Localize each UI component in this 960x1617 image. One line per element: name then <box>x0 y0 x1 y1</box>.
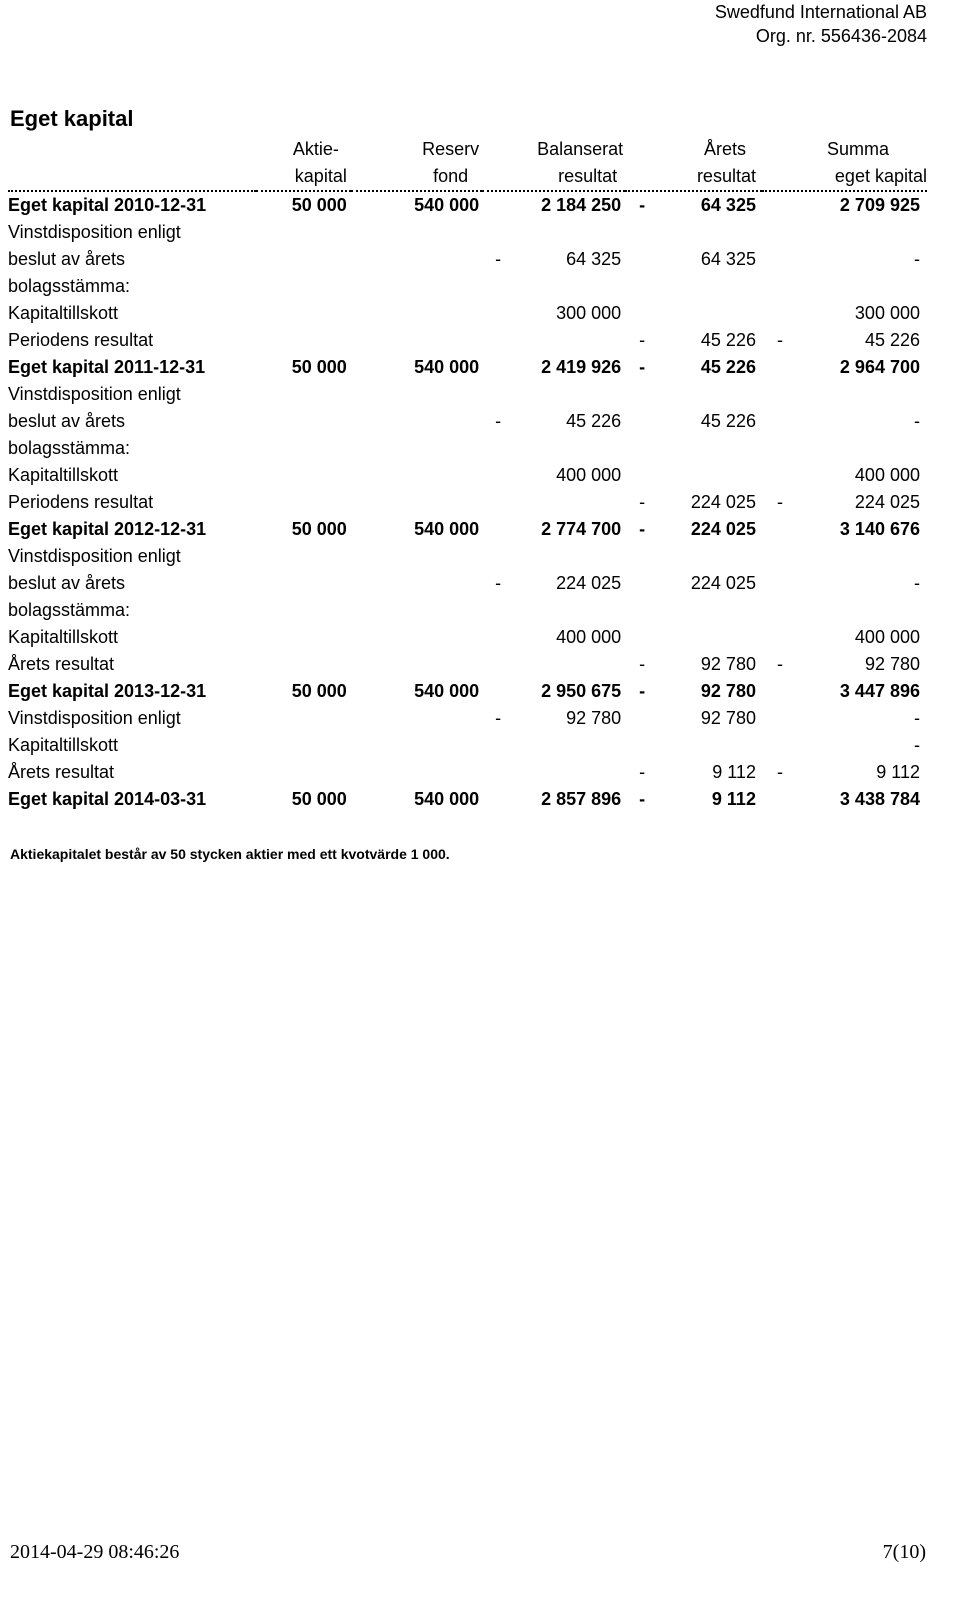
value-number: 45 226 <box>864 330 920 350</box>
row-value <box>351 246 482 273</box>
row-value <box>351 435 482 462</box>
table-row <box>8 219 927 246</box>
value-cell: 400 000 <box>854 465 920 485</box>
row-value <box>482 273 625 300</box>
table-row <box>8 408 927 435</box>
value-cell: 3 140 676 <box>839 519 920 539</box>
row-value <box>762 219 927 246</box>
value-cell: 3 438 784 <box>839 789 920 809</box>
col-header-line2: kapital <box>256 163 351 191</box>
value-cell <box>625 786 762 813</box>
header-spacer <box>8 136 256 163</box>
row-value <box>482 381 625 408</box>
value-cell: 540 000 <box>414 357 480 377</box>
value-number: 224 025 <box>556 573 622 593</box>
table-row <box>8 435 927 462</box>
value-cell: - <box>914 411 920 431</box>
row-value <box>482 219 625 246</box>
value-cell: - <box>914 708 920 728</box>
row-value <box>625 408 762 435</box>
header-spacer <box>8 163 256 191</box>
row-value <box>625 759 762 786</box>
value-number: 92 780 <box>700 681 756 701</box>
value-number: 224 025 <box>690 492 756 512</box>
value-cell: 400 000 <box>854 627 920 647</box>
minus-sign: - <box>495 411 502 431</box>
org-number: Org. nr. 556436-2084 <box>755 26 927 46</box>
row-value <box>625 678 762 705</box>
table-header <box>8 136 927 191</box>
row-value <box>482 786 625 813</box>
row-value <box>351 489 482 516</box>
row-value <box>256 516 351 543</box>
row-value <box>351 543 482 570</box>
row-value <box>482 570 625 597</box>
row-value <box>351 651 482 678</box>
value-cell: 224 025 <box>690 573 756 593</box>
row-label: beslut av årets <box>8 249 126 269</box>
col-header-line1: Reserv <box>422 139 480 159</box>
row-value <box>625 191 762 219</box>
table-row <box>8 543 927 570</box>
row-value <box>256 462 351 489</box>
row-value <box>625 273 762 300</box>
row-value <box>482 732 625 759</box>
value-number: 92 780 <box>864 654 920 674</box>
row-value <box>762 435 927 462</box>
value-cell: 64 325 <box>700 249 756 269</box>
value-cell: 2 419 926 <box>541 357 622 377</box>
value-number: 45 226 <box>700 357 756 377</box>
value-cell: 540 000 <box>414 195 480 215</box>
table-row <box>8 705 927 732</box>
row-value <box>482 678 625 705</box>
row-value <box>256 489 351 516</box>
value-number: 9 112 <box>876 762 920 782</box>
row-value <box>762 624 927 651</box>
row-value <box>625 786 762 813</box>
row-value <box>351 273 482 300</box>
col-header-line2: fond <box>351 163 482 191</box>
value-cell <box>625 489 762 516</box>
row-label: bolagsstämma: <box>8 600 131 620</box>
row-label: Vinstdisposition enligt <box>8 546 181 566</box>
row-value <box>351 219 482 246</box>
row-label: beslut av årets <box>8 411 126 431</box>
row-value <box>625 624 762 651</box>
minus-sign: - <box>639 762 646 782</box>
table-row <box>8 732 927 759</box>
minus-sign: - <box>639 681 646 701</box>
row-value <box>762 191 927 219</box>
row-value <box>351 408 482 435</box>
row-value <box>482 462 625 489</box>
minus-sign: - <box>495 249 502 269</box>
row-value <box>625 381 762 408</box>
row-value <box>625 354 762 381</box>
table-row <box>8 354 927 381</box>
value-cell: 50 000 <box>291 357 347 377</box>
table-row <box>8 191 927 219</box>
row-value <box>482 543 625 570</box>
value-number: 224 025 <box>690 519 756 539</box>
row-value <box>482 408 625 435</box>
row-value <box>625 219 762 246</box>
row-label: Kapitaltillskott <box>8 465 119 485</box>
value-cell: 50 000 <box>291 789 347 809</box>
value-number: 92 780 <box>566 708 622 728</box>
row-label: Kapitaltillskott <box>8 627 119 647</box>
value-cell <box>482 570 625 597</box>
value-cell: 2 774 700 <box>541 519 622 539</box>
row-value <box>762 543 927 570</box>
table-row <box>8 462 927 489</box>
value-cell: 2 184 250 <box>541 195 622 215</box>
row-label: Periodens resultat <box>8 330 154 350</box>
row-value <box>351 705 482 732</box>
row-label: Eget kapital 2013-12-31 <box>8 681 207 701</box>
row-value <box>351 300 482 327</box>
company-header <box>715 0 927 48</box>
minus-sign: - <box>776 762 783 782</box>
value-cell: 2 950 675 <box>541 681 622 701</box>
row-value <box>351 381 482 408</box>
row-value <box>256 570 351 597</box>
row-value <box>482 624 625 651</box>
row-value <box>625 300 762 327</box>
section-title: Eget kapital <box>10 106 134 131</box>
col-header-line2: resultat <box>482 163 625 191</box>
table-body <box>8 191 927 813</box>
row-value <box>625 516 762 543</box>
row-value <box>625 435 762 462</box>
col-header-line1: Balanserat <box>537 139 624 159</box>
row-value <box>482 354 625 381</box>
minus-sign: - <box>639 492 646 512</box>
row-value <box>625 489 762 516</box>
value-number: 9 112 <box>711 789 756 809</box>
row-value <box>762 705 927 732</box>
row-label: Vinstdisposition enligt <box>8 384 181 404</box>
row-value <box>482 705 625 732</box>
value-cell: 3 447 896 <box>839 681 920 701</box>
value-cell: 300 000 <box>854 303 920 323</box>
share-capital-note: Aktiekapitalet består av 50 stycken aktier med ett kvotvärde 1 000. <box>10 846 450 862</box>
value-cell: 400 000 <box>556 627 622 647</box>
footer-timestamp: 2014-04-29 08:46:26 <box>10 1541 180 1563</box>
row-value <box>482 246 625 273</box>
value-cell: - <box>914 573 920 593</box>
row-value <box>482 651 625 678</box>
row-value <box>256 435 351 462</box>
minus-sign: - <box>495 708 502 728</box>
table-row <box>8 678 927 705</box>
minus-sign: - <box>776 654 783 674</box>
row-value <box>351 597 482 624</box>
row-value <box>762 462 927 489</box>
value-cell <box>482 705 625 732</box>
minus-sign: - <box>639 357 646 377</box>
row-value <box>762 489 927 516</box>
table-row <box>8 759 927 786</box>
value-number: 92 780 <box>700 654 756 674</box>
table-row <box>8 381 927 408</box>
table-row <box>8 246 927 273</box>
row-value <box>762 381 927 408</box>
value-cell: - <box>914 249 920 269</box>
row-value <box>256 191 351 219</box>
minus-sign: - <box>639 654 646 674</box>
col-header-line2: eget kapital <box>762 163 927 191</box>
row-value <box>256 246 351 273</box>
row-value <box>625 651 762 678</box>
row-label: Vinstdisposition enligt <box>8 222 181 242</box>
value-number: 64 325 <box>566 249 622 269</box>
row-value <box>762 408 927 435</box>
row-value <box>625 543 762 570</box>
row-value <box>351 732 482 759</box>
row-value <box>256 354 351 381</box>
table-row <box>8 597 927 624</box>
table-row <box>8 570 927 597</box>
value-number: 9 112 <box>712 762 756 782</box>
row-value <box>762 246 927 273</box>
value-cell <box>482 246 625 273</box>
row-value <box>351 759 482 786</box>
row-value <box>482 327 625 354</box>
table-row <box>8 300 927 327</box>
table-row <box>8 516 927 543</box>
row-value <box>762 759 927 786</box>
row-value <box>762 678 927 705</box>
row-value <box>482 435 625 462</box>
value-cell: 400 000 <box>556 465 622 485</box>
row-label: Eget kapital 2012-12-31 <box>8 519 207 539</box>
minus-sign: - <box>776 492 783 512</box>
row-value <box>625 570 762 597</box>
row-value <box>482 489 625 516</box>
row-value <box>256 624 351 651</box>
value-cell <box>625 192 762 219</box>
table-row <box>8 786 927 813</box>
row-value <box>256 759 351 786</box>
col-header-line1: Summa <box>826 139 889 159</box>
row-value <box>351 462 482 489</box>
value-cell <box>625 354 762 381</box>
table-row <box>8 624 927 651</box>
table-row <box>8 327 927 354</box>
col-header-line2: resultat <box>625 163 762 191</box>
value-cell: 50 000 <box>291 519 347 539</box>
table-row <box>8 273 927 300</box>
value-cell <box>625 516 762 543</box>
row-label: Periodens resultat <box>8 492 154 512</box>
company-name: Swedfund International AB <box>714 2 927 22</box>
row-value <box>256 300 351 327</box>
row-label: beslut av årets <box>8 573 126 593</box>
row-value <box>351 624 482 651</box>
value-cell: 50 000 <box>291 195 347 215</box>
row-value <box>256 786 351 813</box>
value-cell: 50 000 <box>291 681 347 701</box>
value-cell <box>625 759 762 786</box>
value-cell: 540 000 <box>414 519 480 539</box>
row-value <box>482 191 625 219</box>
row-value <box>762 786 927 813</box>
value-cell: 2 964 700 <box>839 357 920 377</box>
value-cell: 92 780 <box>700 708 756 728</box>
value-cell <box>625 678 762 705</box>
row-value <box>256 381 351 408</box>
row-value <box>256 651 351 678</box>
row-label: Eget kapital 2010-12-31 <box>8 195 207 215</box>
table-row <box>8 489 927 516</box>
row-value <box>351 678 482 705</box>
row-label: Kapitaltillskott <box>8 303 119 323</box>
row-value <box>256 678 351 705</box>
minus-sign: - <box>639 789 646 809</box>
row-value <box>351 516 482 543</box>
row-value <box>625 462 762 489</box>
equity-table <box>8 136 927 813</box>
row-value <box>256 543 351 570</box>
value-cell <box>762 651 927 678</box>
row-value <box>256 732 351 759</box>
col-header-line1: Aktie- <box>292 139 339 159</box>
row-value <box>625 246 762 273</box>
value-number: 45 226 <box>700 330 756 350</box>
value-cell <box>762 489 927 516</box>
minus-sign: - <box>639 195 646 215</box>
row-value <box>482 516 625 543</box>
row-value <box>762 327 927 354</box>
row-value <box>762 570 927 597</box>
row-value <box>256 705 351 732</box>
row-value <box>625 705 762 732</box>
row-value <box>762 516 927 543</box>
value-cell <box>762 327 927 354</box>
value-number: 45 226 <box>566 411 622 431</box>
col-header-line1: Årets <box>703 139 746 159</box>
value-cell <box>625 651 762 678</box>
minus-sign: - <box>495 573 502 593</box>
row-value <box>351 327 482 354</box>
row-label: Kapitaltillskott <box>8 735 119 755</box>
row-value <box>256 327 351 354</box>
row-value <box>762 273 927 300</box>
value-cell: 2 709 925 <box>839 195 920 215</box>
row-value <box>762 651 927 678</box>
row-value <box>625 597 762 624</box>
row-label: Årets resultat <box>8 762 115 782</box>
row-label: Årets resultat <box>8 654 115 674</box>
row-value <box>256 273 351 300</box>
minus-sign: - <box>776 330 783 350</box>
row-value <box>351 786 482 813</box>
row-label: bolagsstämma: <box>8 438 131 458</box>
row-value <box>482 597 625 624</box>
value-cell: 2 857 896 <box>541 789 622 809</box>
value-cell <box>482 408 625 435</box>
row-value <box>762 354 927 381</box>
row-label: bolagsstämma: <box>8 276 131 296</box>
row-value <box>762 300 927 327</box>
row-label: Eget kapital 2014-03-31 <box>8 789 207 809</box>
value-number: 64 325 <box>700 195 756 215</box>
row-label: Vinstdisposition enligt <box>8 708 181 728</box>
row-value <box>351 191 482 219</box>
minus-sign: - <box>639 519 646 539</box>
value-cell <box>625 327 762 354</box>
row-value <box>256 597 351 624</box>
row-value <box>625 327 762 354</box>
row-value <box>256 219 351 246</box>
value-cell: 540 000 <box>414 681 480 701</box>
row-value <box>762 732 927 759</box>
value-cell: - <box>914 735 920 755</box>
table-row <box>8 651 927 678</box>
row-value <box>482 300 625 327</box>
row-value <box>625 732 762 759</box>
row-value <box>762 597 927 624</box>
minus-sign: - <box>639 330 646 350</box>
value-cell <box>762 759 927 786</box>
value-number: 224 025 <box>854 492 920 512</box>
value-cell: 45 226 <box>700 411 756 431</box>
row-value <box>256 408 351 435</box>
value-cell: 300 000 <box>556 303 622 323</box>
value-cell: 540 000 <box>414 789 480 809</box>
row-value <box>351 570 482 597</box>
row-label: Eget kapital 2011-12-31 <box>8 357 206 377</box>
page-number: 7(10) <box>882 1541 926 1563</box>
row-value <box>482 759 625 786</box>
row-value <box>351 354 482 381</box>
